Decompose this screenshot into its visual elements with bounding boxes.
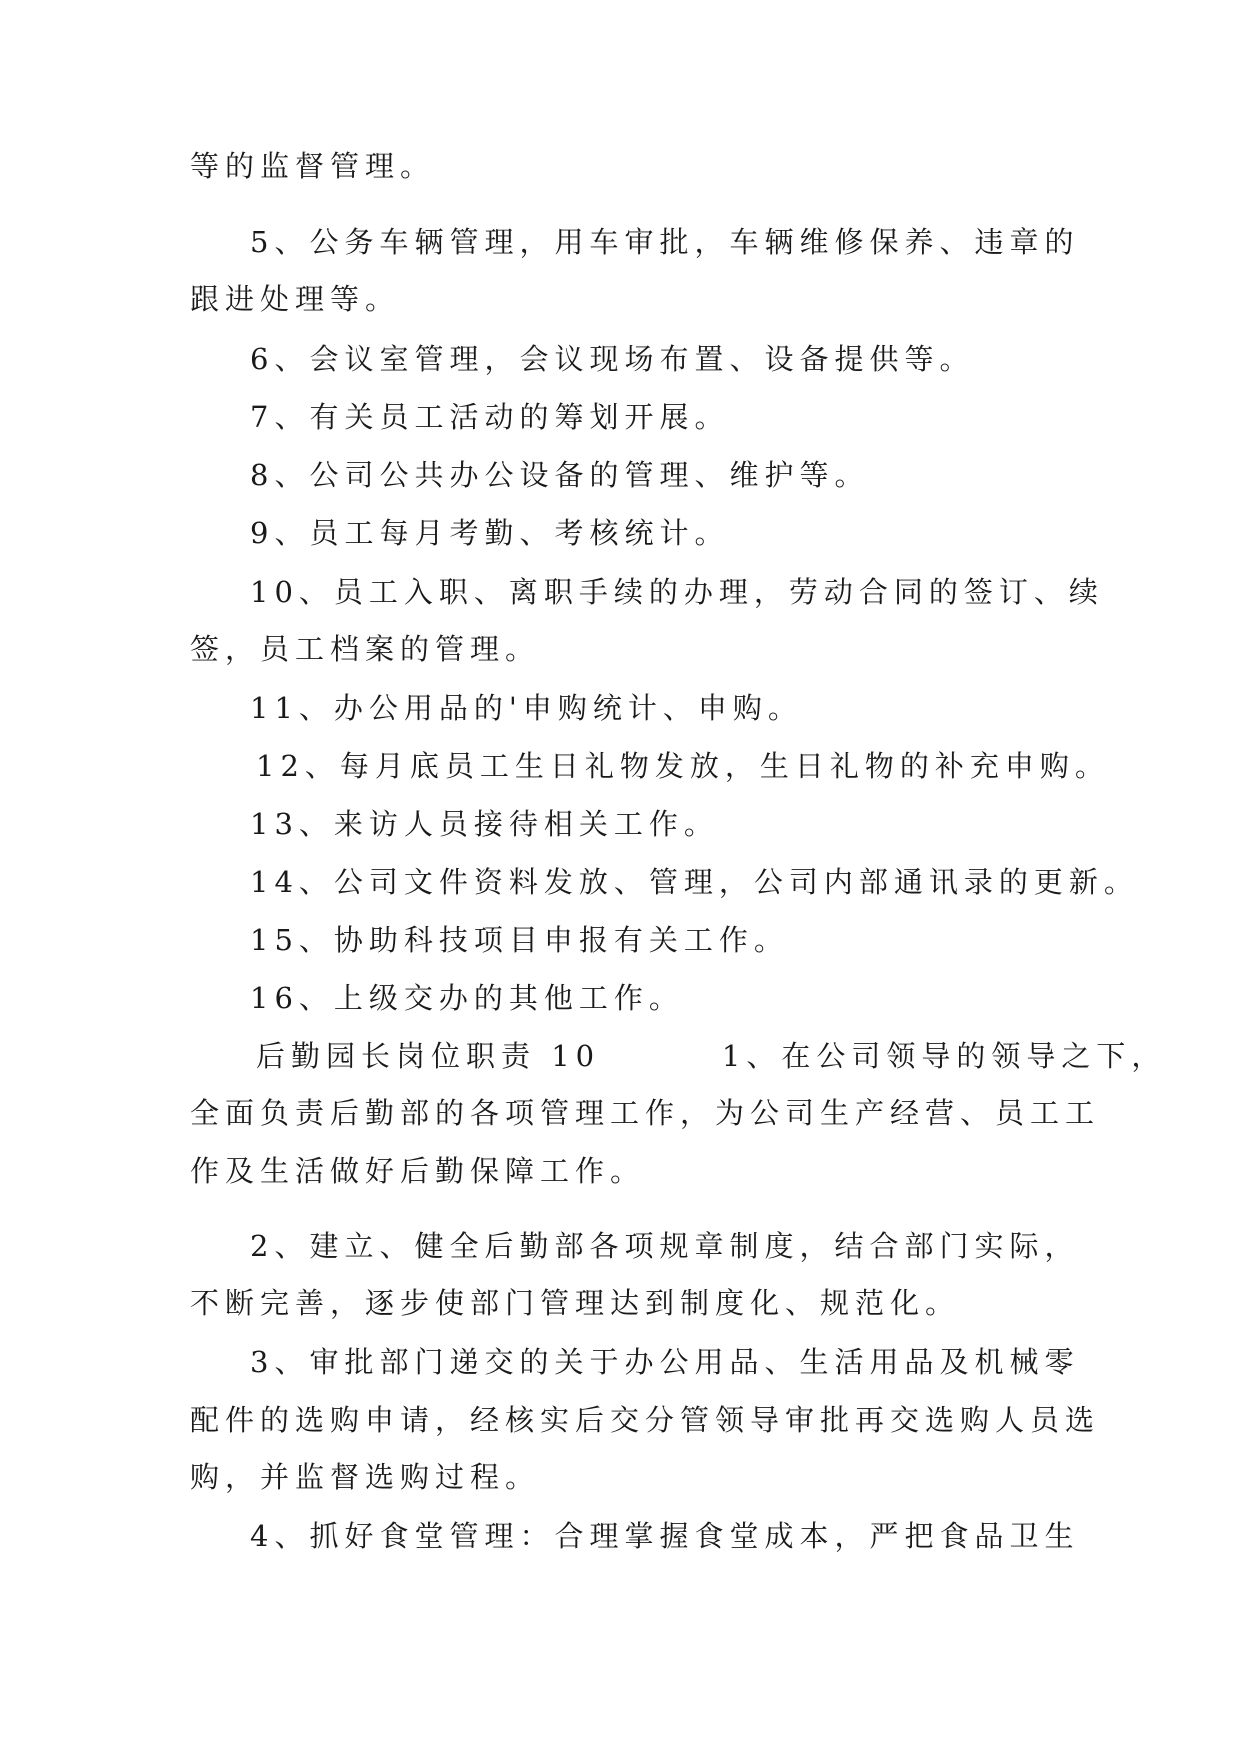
text-line: 11、办公用品的'申购统计、申购。 <box>250 691 803 725</box>
text-line: 10、员工入职、离职手续的办理，劳动合同的签订、续 <box>250 575 1104 609</box>
text-line: 购，并监督选购过程。 <box>190 1460 541 1494</box>
text-line: 6、会议室管理，会议现场布置、设备提供等。 <box>250 342 975 376</box>
text-line: 13、来访人员接待相关工作。 <box>250 807 719 841</box>
text-line: 4、抓好食堂管理：合理掌握食堂成本，严把食品卫生 <box>250 1519 1080 1553</box>
text-line: 2、建立、健全后勤部各项规章制度，结合部门实际， <box>250 1229 1080 1263</box>
text-line: 12、每月底员工生日礼物发放，生日礼物的补充申购。 <box>256 749 1110 783</box>
text-line: 3、审批部门递交的关于办公用品、生活用品及机械零 <box>250 1345 1080 1379</box>
text-line: 5、公务车辆管理，用车审批，车辆维修保养、违章的 <box>250 225 1080 259</box>
text-line: 15、协助科技项目申报有关工作。 <box>250 923 789 957</box>
text-line: 签，员工档案的管理。 <box>190 632 541 666</box>
text-line: 跟进处理等。 <box>190 282 401 316</box>
text-line: 8、公司公共办公设备的管理、维护等。 <box>250 458 870 492</box>
text-line: 9、员工每月考勤、考核统计。 <box>250 516 730 550</box>
text-line: 等的监督管理。 <box>190 149 436 183</box>
section-heading-line: 后勤园长岗位职责 10 1、在公司领导的领导之下， <box>256 1039 1167 1073</box>
text-line: 16、上级交办的其他工作。 <box>250 981 684 1015</box>
text-line: 7、有关员工活动的筹划开展。 <box>250 400 730 434</box>
text-line: 14、公司文件资料发放、管理，公司内部通讯录的更新。 <box>250 865 1139 899</box>
text-line: 作及生活做好后勤保障工作。 <box>190 1154 646 1188</box>
text-line: 全面负责后勤部的各项管理工作，为公司生产经营、员工工 <box>190 1096 1101 1130</box>
text-line: 配件的选购申请，经核实后交分管领导审批再交选购人员选 <box>190 1403 1101 1437</box>
text-line: 不断完善，逐步使部门管理达到制度化、规范化。 <box>190 1286 961 1320</box>
